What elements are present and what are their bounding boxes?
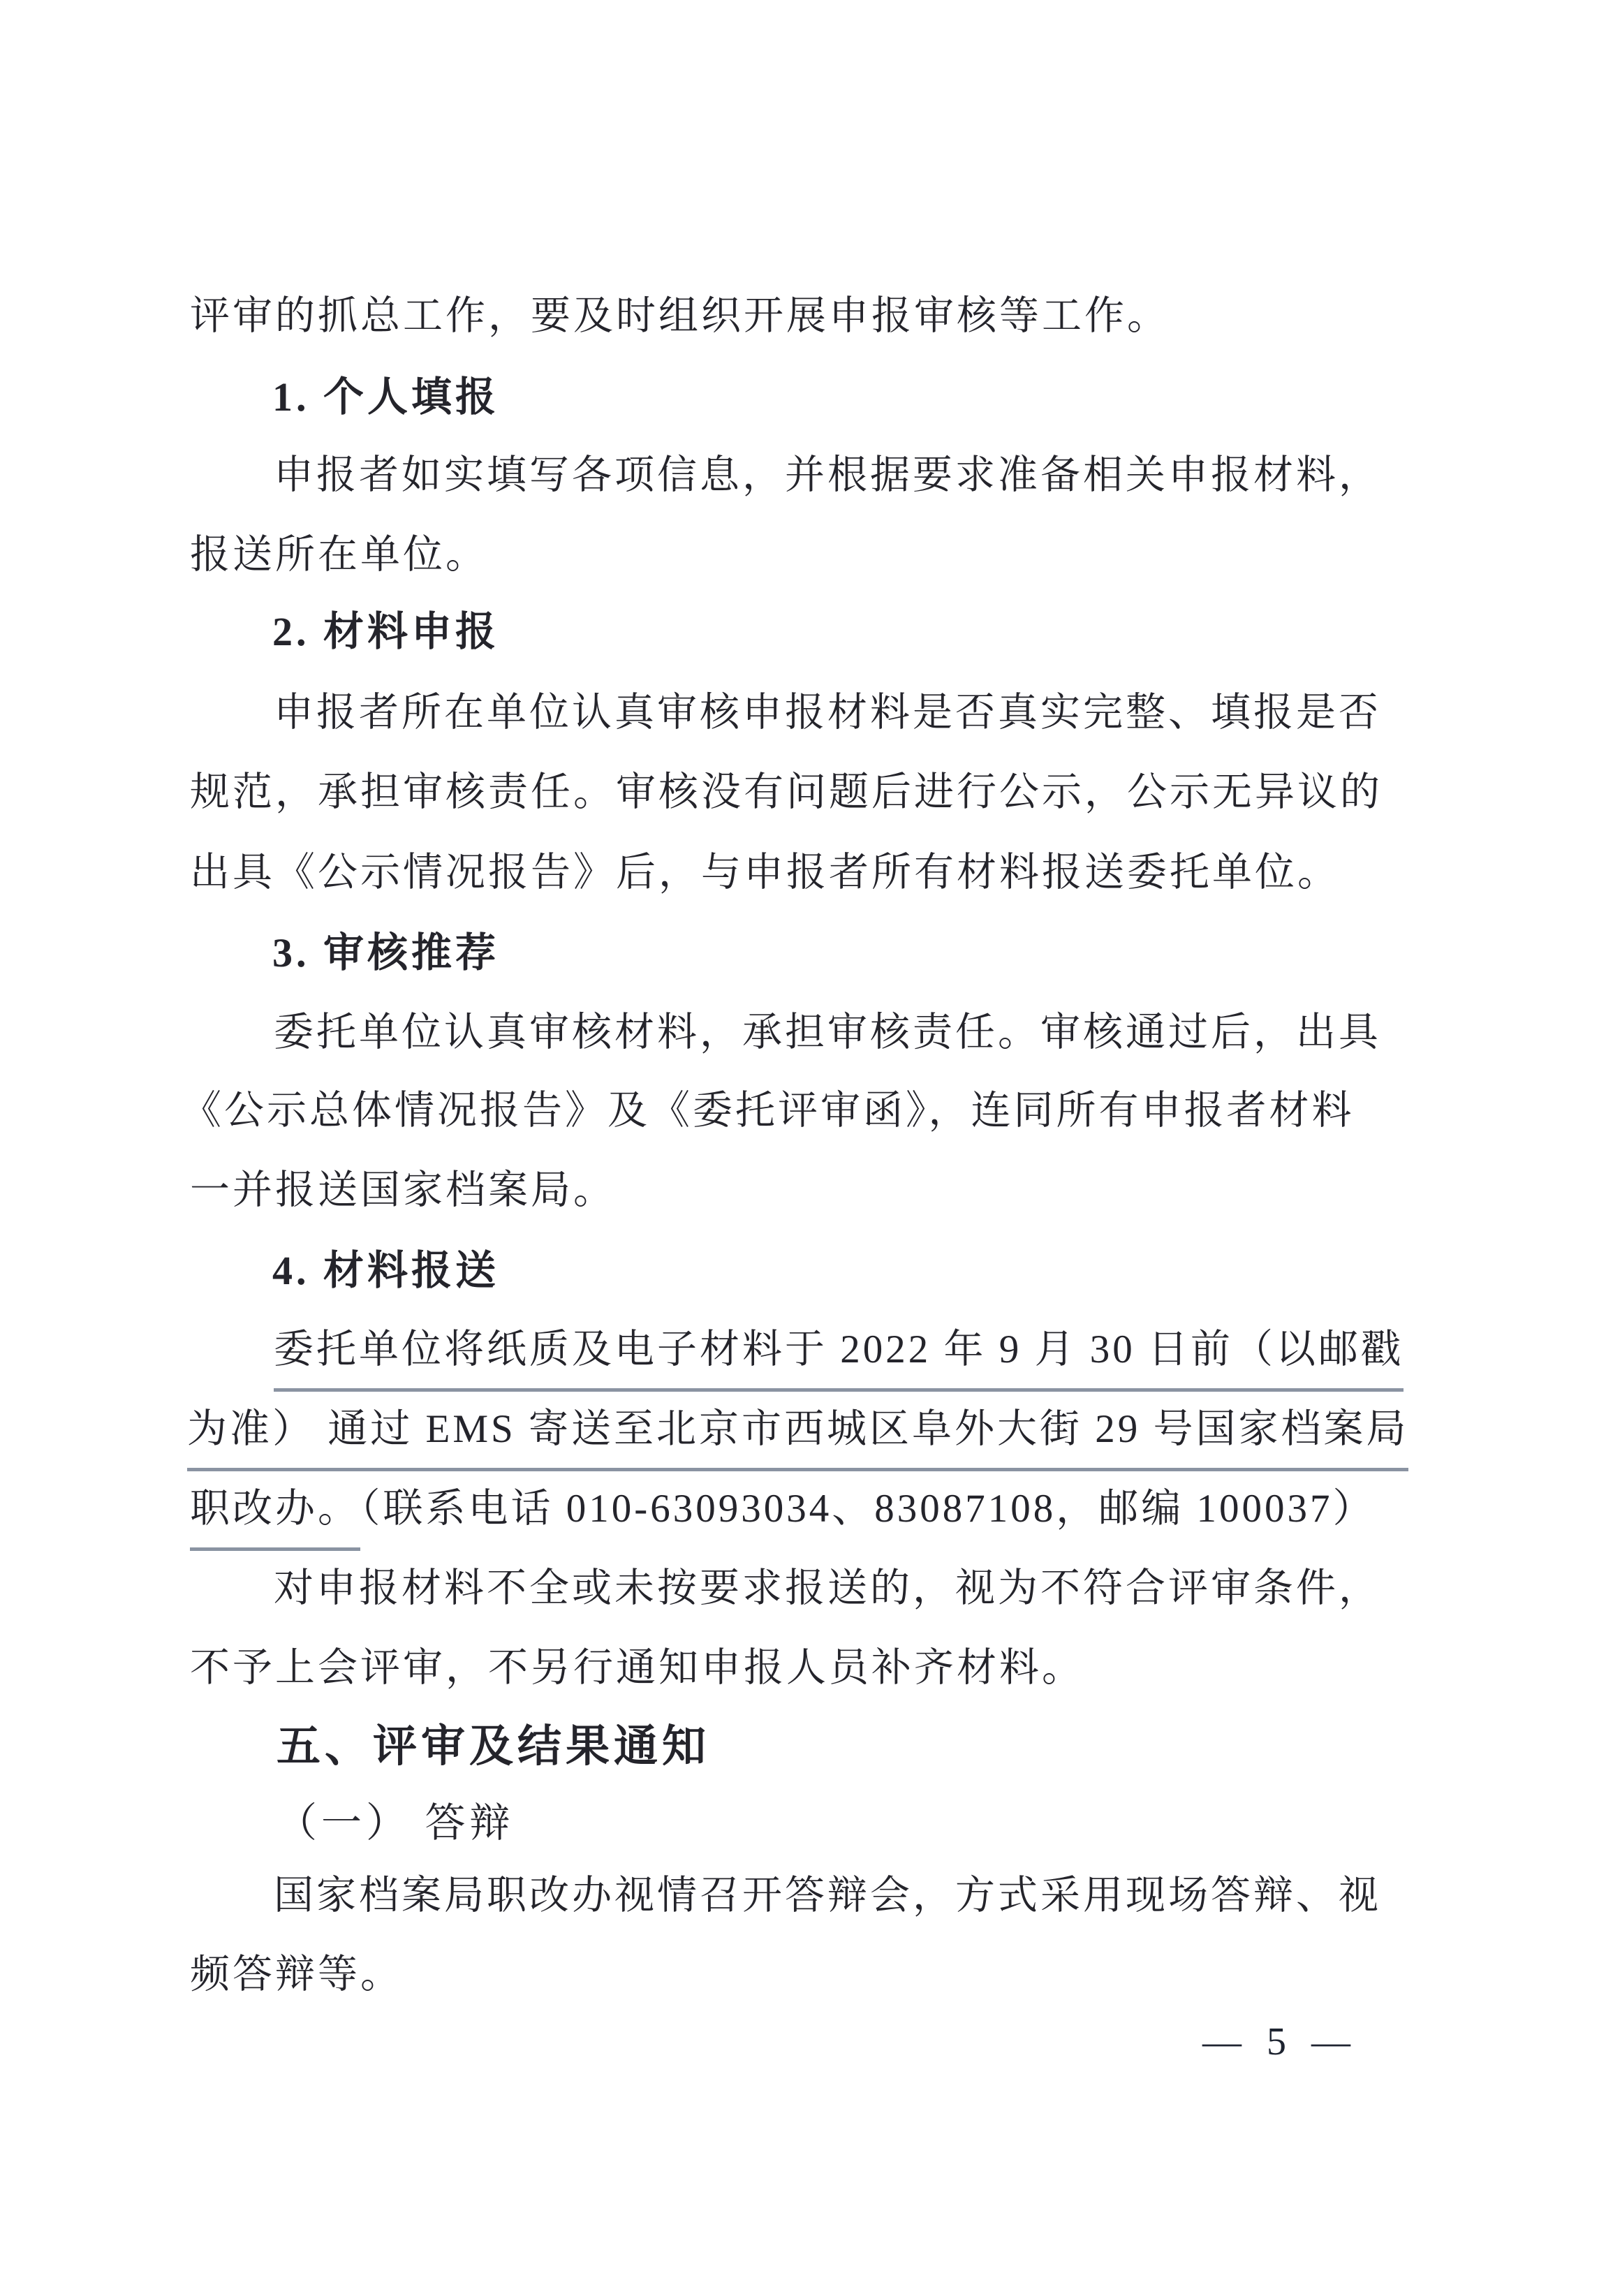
subsection-heading-3: 3. 审核推荐 — [272, 930, 500, 976]
body-line: 报送所在单位。 — [190, 533, 488, 577]
subsection-heading-1: 1. 个人填报 — [272, 374, 500, 420]
subsection-heading-2: 2. 材料申报 — [272, 609, 500, 654]
body-line: 评审的抓总工作，要及时组织开展申报审核等工作。 — [190, 294, 1170, 338]
subsection-heading-defense: （一） 答辩 — [277, 1800, 515, 1846]
body-line-partial-underline — [190, 1489, 1375, 1529]
body-line: 一并报送国家档案局。 — [190, 1168, 616, 1212]
page-number: — 5 — — [1202, 2020, 1352, 2063]
subsection-heading-4: 4. 材料报送 — [272, 1248, 500, 1293]
body-line: 申报者所在单位认真审核申报材料是否真实完整、填报是否 — [274, 691, 1381, 735]
underlined-text: 为准） 通过 EMS 寄送至北京市西城区阜外大街 29 号国家档案局 — [187, 1407, 1408, 1471]
body-line-underlined — [187, 1409, 1408, 1449]
underlined-text: 职改办。 — [190, 1487, 360, 1551]
body-line: 对申报材料不全或未按要求报送的，视为不符合评审条件， — [274, 1566, 1381, 1610]
body-line: 频答辩等。 — [190, 1952, 403, 1996]
underlined-text: 委托单位将纸质及电子材料于 2022 年 9 月 30 日前（以邮戳 — [274, 1327, 1404, 1392]
section-heading-5: 五、评审及结果通知 — [277, 1722, 710, 1771]
body-line: 申报者如实填写各项信息，并根据要求准备相关申报材料， — [274, 453, 1381, 497]
body-line: 规范，承担审核责任。审核没有问题后进行公示，公示无异议的 — [190, 770, 1383, 814]
body-line: 委托单位认真审核材料，承担审核责任。审核通过后，出具 — [274, 1010, 1381, 1054]
contact-info-text: （联系电话 010-63093034、83087108，邮编 100037） — [360, 1487, 1376, 1531]
body-line: 《公示总体情况报告》及《委托评审函》，连同所有申报者材料 — [182, 1089, 1355, 1133]
body-line: 不予上会评审，不另行通知申报人员补齐材料。 — [190, 1646, 1084, 1690]
body-line: 国家档案局职改办视情召开答辩会，方式采用现场答辩、视 — [274, 1874, 1381, 1918]
body-line-underlined — [274, 1327, 1404, 1371]
body-line: 出具《公示情况报告》后，与申报者所有材料报送委托单位。 — [190, 851, 1340, 895]
